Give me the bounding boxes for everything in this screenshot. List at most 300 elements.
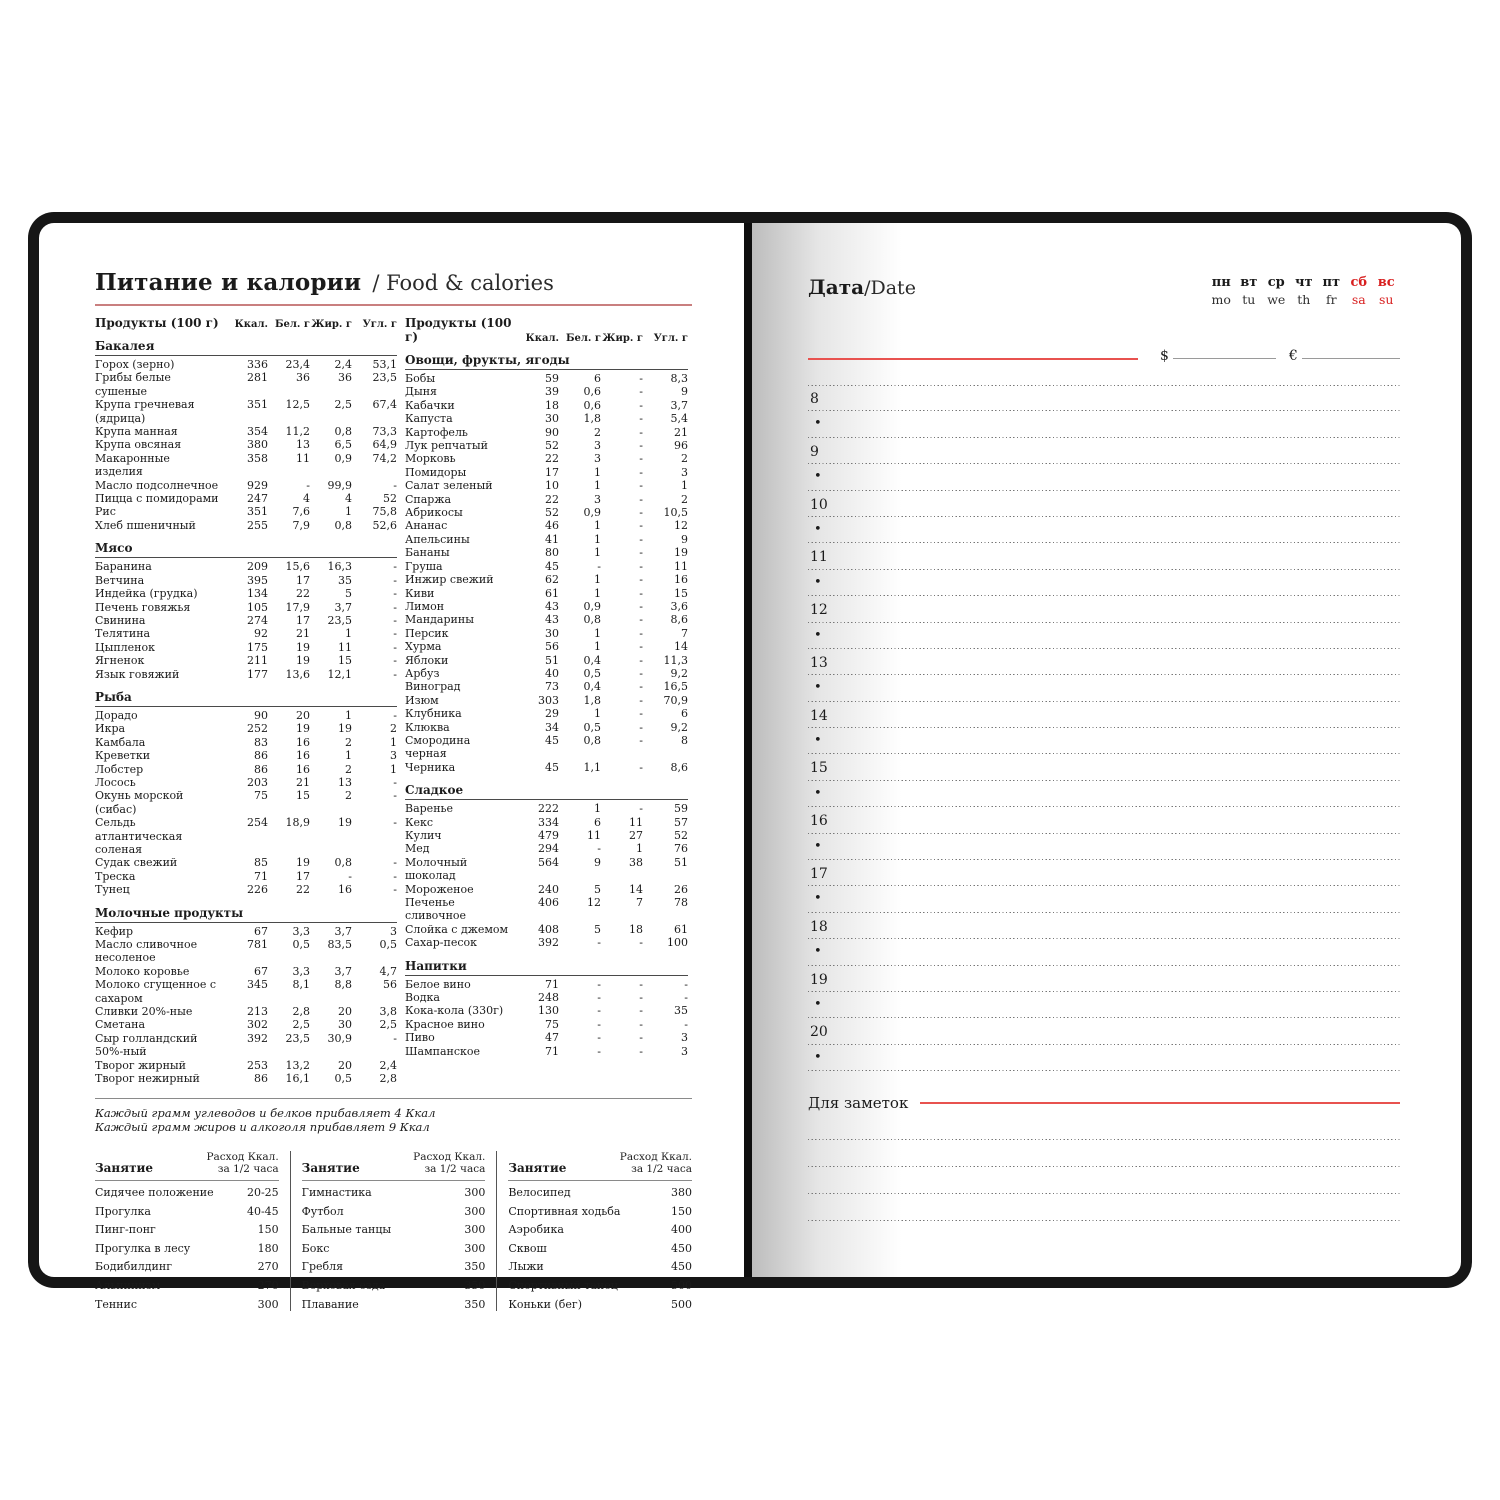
food-name: Мед — [405, 842, 430, 856]
food-value: - — [639, 680, 643, 694]
food-value: 30,9 — [327, 1031, 352, 1045]
food-name: Кабачки — [405, 398, 455, 412]
food-value: 406 — [538, 896, 559, 910]
hour-row — [808, 1018, 1400, 1044]
food-value: - — [639, 372, 643, 385]
food-value: 11,3 — [663, 653, 688, 667]
food-value: 17 — [296, 613, 310, 627]
food-value: 12,1 — [327, 667, 352, 681]
food-header-product: Продукты (100 г) — [405, 316, 512, 344]
food-name: Телятина — [95, 627, 151, 641]
food-value: 85 — [254, 856, 268, 870]
food-name: Варенье — [405, 802, 454, 816]
food-row — [95, 452, 397, 479]
weekday-en: tu — [1242, 292, 1256, 307]
food-section-title: Мясо — [95, 541, 397, 558]
activity-name: Коньки (бег) — [508, 1297, 582, 1311]
activity-expense-line1: Расход Ккал. — [619, 1150, 693, 1163]
weekday-ru: вт — [1240, 275, 1258, 290]
food-value: 203 — [247, 775, 268, 789]
hour-bullet-row — [808, 781, 1400, 807]
food-name: Картофель — [405, 425, 468, 439]
food-value: - — [393, 816, 397, 830]
food-value: 15,6 — [285, 560, 310, 574]
activity-value: 20-25 — [246, 1186, 279, 1200]
food-row — [405, 896, 688, 923]
food-name: Помидоры — [405, 465, 467, 479]
food-row — [405, 533, 688, 546]
food-name: Пицца с помидорами — [95, 492, 219, 506]
food-row — [95, 398, 397, 425]
activity-col-label: Занятие — [301, 1160, 360, 1175]
food-row — [95, 763, 397, 776]
food-name: Кока-кола (330г) — [405, 1004, 504, 1018]
food-value: 39 — [545, 385, 559, 399]
food-value: 3,6 — [670, 599, 688, 613]
dollar-fill-line — [1173, 358, 1276, 359]
food-name: Яблоки — [405, 653, 449, 667]
date-and-budget-row — [808, 341, 1400, 363]
food-value: 62 — [545, 573, 559, 587]
date-label-en: /Date — [864, 277, 916, 299]
food-value: 8,1 — [292, 978, 310, 992]
hour-bullet-row — [808, 675, 1400, 701]
weekday-ru: чт — [1294, 275, 1313, 290]
food-name: Спаржа — [405, 492, 452, 506]
food-row — [405, 978, 688, 991]
activity-name: Пинг-понг — [95, 1223, 156, 1237]
weekday-ru: пн — [1211, 275, 1231, 290]
food-row — [95, 358, 397, 371]
food-name: Слойка с джемом — [405, 922, 509, 936]
activity-value: 380 — [671, 1186, 693, 1200]
food-value: 2 — [681, 492, 688, 506]
food-value: 13,2 — [285, 1058, 310, 1072]
food-name: Сельдь атлантическая соленая — [95, 816, 183, 856]
food-section-title: Молочные продукты — [95, 906, 397, 923]
food-header-col: Жир. г — [311, 319, 352, 330]
food-value: - — [393, 478, 397, 492]
activity-row — [302, 1236, 486, 1255]
activity-column-1 — [290, 1151, 486, 1311]
food-value: 2 — [681, 452, 688, 466]
food-row — [405, 372, 688, 385]
activity-name: Сквош — [508, 1241, 547, 1255]
food-value: 38 — [629, 855, 643, 869]
food-row — [95, 1059, 397, 1072]
food-value: 2,4 — [334, 358, 352, 371]
activity-row — [302, 1218, 486, 1237]
activity-col-label: Занятие — [95, 1160, 154, 1175]
activity-value: 300 — [464, 1223, 486, 1237]
food-name: Судак свежий — [95, 856, 178, 870]
food-value: 10 — [545, 479, 559, 493]
food-row — [95, 870, 397, 883]
food-value: - — [639, 439, 643, 453]
weekday-row-ru — [1208, 275, 1401, 290]
food-value: 22 — [296, 883, 310, 897]
activity-name: Бодибилдинг — [95, 1260, 172, 1274]
food-name: Клюква — [405, 720, 450, 734]
food-value: 17 — [545, 465, 559, 479]
food-value: 7 — [636, 896, 643, 910]
food-value: - — [639, 425, 643, 439]
activity-table — [95, 1151, 692, 1311]
footnote-line-1: Каждый грамм углеводов и белков прибавляет 4 Ккал — [95, 1105, 436, 1120]
food-value: 4 — [303, 492, 310, 506]
activity-row — [95, 1236, 279, 1255]
bullet-marker: • — [814, 785, 822, 801]
food-name: Цыпленок — [95, 640, 156, 654]
hour-label: 8 — [810, 391, 819, 407]
food-value: 36 — [296, 371, 310, 385]
food-row — [95, 856, 397, 869]
food-value: 1 — [345, 708, 352, 722]
food-value: 175 — [247, 640, 268, 654]
food-value: 30 — [338, 1018, 352, 1032]
bullet-marker: • — [814, 416, 822, 432]
food-name: Творог нежирный — [95, 1072, 200, 1086]
weekday-ru: сб — [1350, 275, 1368, 290]
food-value: - — [393, 640, 397, 654]
food-value: 5 — [345, 587, 352, 601]
food-row — [95, 978, 397, 1005]
food-section — [405, 959, 688, 1058]
food-header-col: Бел. г — [565, 333, 601, 344]
food-value: - — [393, 789, 397, 803]
food-value: - — [639, 1031, 643, 1045]
food-value: - — [639, 452, 643, 466]
food-row — [95, 736, 397, 749]
activity-value: 350 — [464, 1279, 486, 1293]
food-value: - — [639, 653, 643, 667]
food-value: 22 — [545, 452, 559, 466]
weekday-row-en — [1208, 290, 1401, 307]
food-value: 1 — [594, 640, 601, 654]
food-name: Виноград — [405, 680, 461, 694]
food-value: 3 — [594, 492, 601, 506]
food-value: 0,8 — [334, 856, 352, 870]
food-value: 13 — [296, 438, 310, 452]
food-value: 281 — [247, 371, 268, 385]
food-value: 11 — [296, 451, 310, 465]
food-value: 929 — [247, 478, 268, 492]
hour-row — [808, 596, 1400, 622]
activity-name: Плавание — [301, 1297, 359, 1311]
food-value: - — [639, 492, 643, 506]
activity-name: Прогулка — [95, 1204, 151, 1218]
activity-row — [95, 1292, 279, 1311]
food-value: 479 — [538, 829, 559, 842]
food-value: 3,7 — [334, 600, 352, 614]
hour-row — [808, 702, 1400, 728]
food-value: - — [597, 559, 601, 573]
food-value: - — [393, 1031, 397, 1045]
food-value: 0,8 — [583, 733, 601, 747]
food-value: 9 — [681, 385, 688, 399]
food-section — [405, 353, 688, 774]
food-header-col: Ккал. — [525, 333, 559, 344]
food-row — [95, 519, 397, 532]
food-value: 18 — [545, 398, 559, 412]
food-value: 11 — [629, 815, 643, 829]
food-value: 1,8 — [583, 693, 601, 707]
food-row — [95, 654, 397, 667]
weekday-ru: ср — [1267, 275, 1285, 290]
activity-name: Гребля — [301, 1260, 344, 1274]
food-value: 1 — [594, 802, 601, 816]
food-value: 392 — [247, 1031, 268, 1045]
activity-name: Футбол — [301, 1204, 344, 1218]
food-value: - — [393, 883, 397, 897]
hour-bullet-row — [808, 570, 1400, 596]
food-value: 52 — [383, 492, 397, 506]
food-value: 0,8 — [583, 613, 601, 627]
food-name: Сливки 20%-ные — [95, 1005, 193, 1019]
activity-name: Гимнастика — [301, 1186, 372, 1200]
food-value: 2,4 — [379, 1058, 397, 1072]
food-name: Печень говяжья — [95, 600, 191, 614]
food-name: Масло сливочное несоленое — [95, 938, 198, 965]
food-name: Персик — [405, 626, 449, 640]
weekday-legend — [1208, 275, 1401, 307]
food-value: 3 — [594, 452, 601, 466]
food-value: 247 — [247, 492, 268, 506]
food-value: 2 — [345, 762, 352, 776]
activity-header — [508, 1151, 692, 1181]
food-value: - — [639, 1017, 643, 1031]
food-value: 255 — [247, 518, 268, 532]
food-name: Черника — [405, 760, 456, 774]
food-value: - — [639, 385, 643, 399]
food-value: 395 — [247, 573, 268, 587]
food-value: - — [393, 627, 397, 641]
food-value: 1 — [636, 842, 643, 856]
food-row — [95, 479, 397, 492]
food-value: 43 — [545, 599, 559, 613]
food-value: 75,8 — [372, 505, 397, 519]
food-value: 1 — [594, 532, 601, 546]
food-value: 75 — [254, 789, 268, 803]
hour-bullet-row — [808, 728, 1400, 754]
food-header-col: Жир. г — [602, 333, 643, 344]
food-value: 76 — [674, 842, 688, 856]
hour-row — [808, 438, 1400, 464]
food-value: 1 — [594, 479, 601, 493]
food-row — [95, 641, 397, 654]
food-value: 40 — [545, 666, 559, 680]
food-value: 43 — [545, 613, 559, 627]
food-value: 71 — [254, 869, 268, 883]
activity-row — [508, 1199, 692, 1218]
food-value: 1 — [345, 505, 352, 519]
food-row — [95, 965, 397, 978]
food-section-title: Бакалея — [95, 339, 397, 356]
food-value: 16,5 — [663, 680, 688, 694]
food-value: 8,8 — [334, 978, 352, 992]
hour-bullet-row — [808, 411, 1400, 437]
activity-expense-line1: Расход Ккал. — [206, 1150, 279, 1163]
food-value: 13 — [338, 775, 352, 789]
food-value: 23,5 — [285, 1031, 310, 1045]
food-value: 9 — [681, 532, 688, 546]
right-page-daily-planner — [808, 275, 1400, 1221]
food-value: 67 — [254, 964, 268, 978]
food-table — [95, 316, 692, 1086]
activity-row — [302, 1255, 486, 1274]
food-value: 254 — [247, 816, 268, 830]
hour-label: 13 — [810, 654, 828, 671]
food-value: 1 — [594, 707, 601, 721]
food-value: 16 — [296, 735, 310, 749]
food-value: - — [597, 1031, 601, 1045]
food-value: 2,5 — [292, 1018, 310, 1032]
food-value: 1 — [594, 626, 601, 640]
food-name: Язык говяжий — [95, 667, 180, 681]
hours-list — [808, 385, 1400, 1071]
activity-column-2 — [496, 1151, 692, 1311]
activity-row — [302, 1292, 486, 1311]
food-value: 1 — [594, 546, 601, 560]
food-value: - — [639, 479, 643, 493]
food-name: Рис — [95, 505, 116, 519]
activity-value: 350 — [464, 1297, 486, 1311]
food-name: Окунь морской (сибас) — [95, 789, 184, 816]
food-value: 19 — [674, 546, 688, 560]
hour-label: 12 — [810, 602, 828, 619]
food-section — [95, 541, 397, 681]
food-name: Бобы — [405, 372, 436, 385]
food-row — [405, 829, 688, 842]
food-row — [405, 399, 688, 412]
hour-row — [808, 649, 1400, 675]
food-value: - — [639, 760, 643, 774]
food-section-title: Напитки — [405, 959, 688, 976]
food-value: 781 — [247, 938, 268, 952]
food-value: 2,5 — [379, 1018, 397, 1032]
food-value: 8,6 — [670, 760, 688, 774]
food-name: Крупа манная — [95, 425, 178, 439]
food-name: Крупа овсяная — [95, 438, 182, 452]
food-name: Ананас — [405, 519, 448, 533]
food-value: 56 — [383, 978, 397, 992]
hour-bullet-row — [808, 464, 1400, 490]
activity-name: Спортивная ходьба — [508, 1204, 621, 1218]
note-line — [808, 1194, 1400, 1221]
activity-row — [302, 1181, 486, 1200]
food-name: Масло подсолнечное — [95, 478, 219, 492]
spine-gap — [744, 223, 752, 1277]
food-value: 20 — [296, 708, 310, 722]
food-value: 1 — [681, 479, 688, 493]
hour-bullet-row — [808, 886, 1400, 912]
food-value: - — [393, 667, 397, 681]
activity-row — [508, 1255, 692, 1274]
food-value: 1 — [594, 586, 601, 600]
food-name: Капуста — [405, 412, 453, 426]
food-value: 17,9 — [285, 600, 310, 614]
date-fill-line — [808, 358, 1138, 360]
food-value: - — [393, 560, 397, 574]
food-value: 9 — [594, 855, 601, 869]
food-value: - — [393, 708, 397, 722]
food-value: 13,6 — [285, 667, 310, 681]
activity-value: 300 — [464, 1204, 486, 1218]
food-name: Индейка (грудка) — [95, 587, 198, 601]
activity-expense-line2: за 1/2 часа — [424, 1162, 486, 1175]
food-name: Лимон — [405, 599, 445, 613]
food-row — [405, 573, 688, 586]
food-value: 3 — [681, 1044, 688, 1058]
food-value: - — [639, 977, 643, 991]
food-value: 8 — [681, 733, 688, 747]
food-row — [95, 425, 397, 438]
activity-row — [95, 1199, 279, 1218]
food-value: 213 — [247, 1005, 268, 1019]
food-section-title: Рыба — [95, 690, 397, 707]
activity-expense-label — [620, 1151, 692, 1175]
food-row — [405, 1045, 688, 1058]
activity-name: Сидячее положение — [95, 1186, 214, 1200]
food-row — [405, 1004, 688, 1017]
food-value: - — [639, 559, 643, 573]
food-value: 3 — [594, 439, 601, 453]
food-value: 3,7 — [334, 924, 352, 938]
food-value: 71 — [545, 977, 559, 991]
food-value: 6 — [594, 372, 601, 385]
food-name: Горох (зерно) — [95, 358, 175, 371]
activity-expense-line2: за 1/2 часа — [217, 1162, 279, 1175]
activity-expense-line2: за 1/2 часа — [631, 1162, 693, 1175]
food-value: 90 — [254, 708, 268, 722]
food-row — [95, 938, 397, 965]
food-row — [405, 923, 688, 936]
hour-label: 9 — [810, 443, 819, 460]
food-value: 358 — [247, 451, 268, 465]
food-value: - — [393, 587, 397, 601]
activity-name: Альпинизм — [95, 1279, 161, 1293]
food-row — [405, 856, 688, 883]
food-row — [405, 761, 688, 774]
food-value: 0,9 — [583, 599, 601, 613]
food-value: 134 — [247, 587, 268, 601]
hour-bullet-row — [808, 623, 1400, 649]
food-value: 222 — [538, 802, 559, 816]
activity-value: 400 — [671, 1223, 693, 1237]
food-value: - — [639, 707, 643, 721]
food-value: 11 — [587, 829, 601, 842]
food-name: Печенье сливочное — [405, 896, 467, 923]
activity-row — [95, 1181, 279, 1200]
food-value: - — [639, 1044, 643, 1058]
food-value: 20 — [338, 1005, 352, 1019]
food-value: 19 — [338, 722, 352, 736]
activity-value: 300 — [257, 1297, 279, 1311]
food-name: Киви — [405, 586, 435, 600]
hour-row — [808, 913, 1400, 939]
food-value: - — [639, 936, 643, 950]
food-value: 6 — [681, 707, 688, 721]
food-value: 86 — [254, 749, 268, 763]
hour-label: 14 — [810, 707, 828, 724]
food-value: 0,4 — [583, 653, 601, 667]
food-header-col: Бел. г — [274, 319, 310, 330]
weekday-ru: пт — [1322, 275, 1341, 290]
food-name: Ветчина — [95, 573, 145, 587]
food-value: 71 — [545, 1044, 559, 1058]
food-value: 15 — [338, 654, 352, 668]
food-row — [95, 505, 397, 518]
